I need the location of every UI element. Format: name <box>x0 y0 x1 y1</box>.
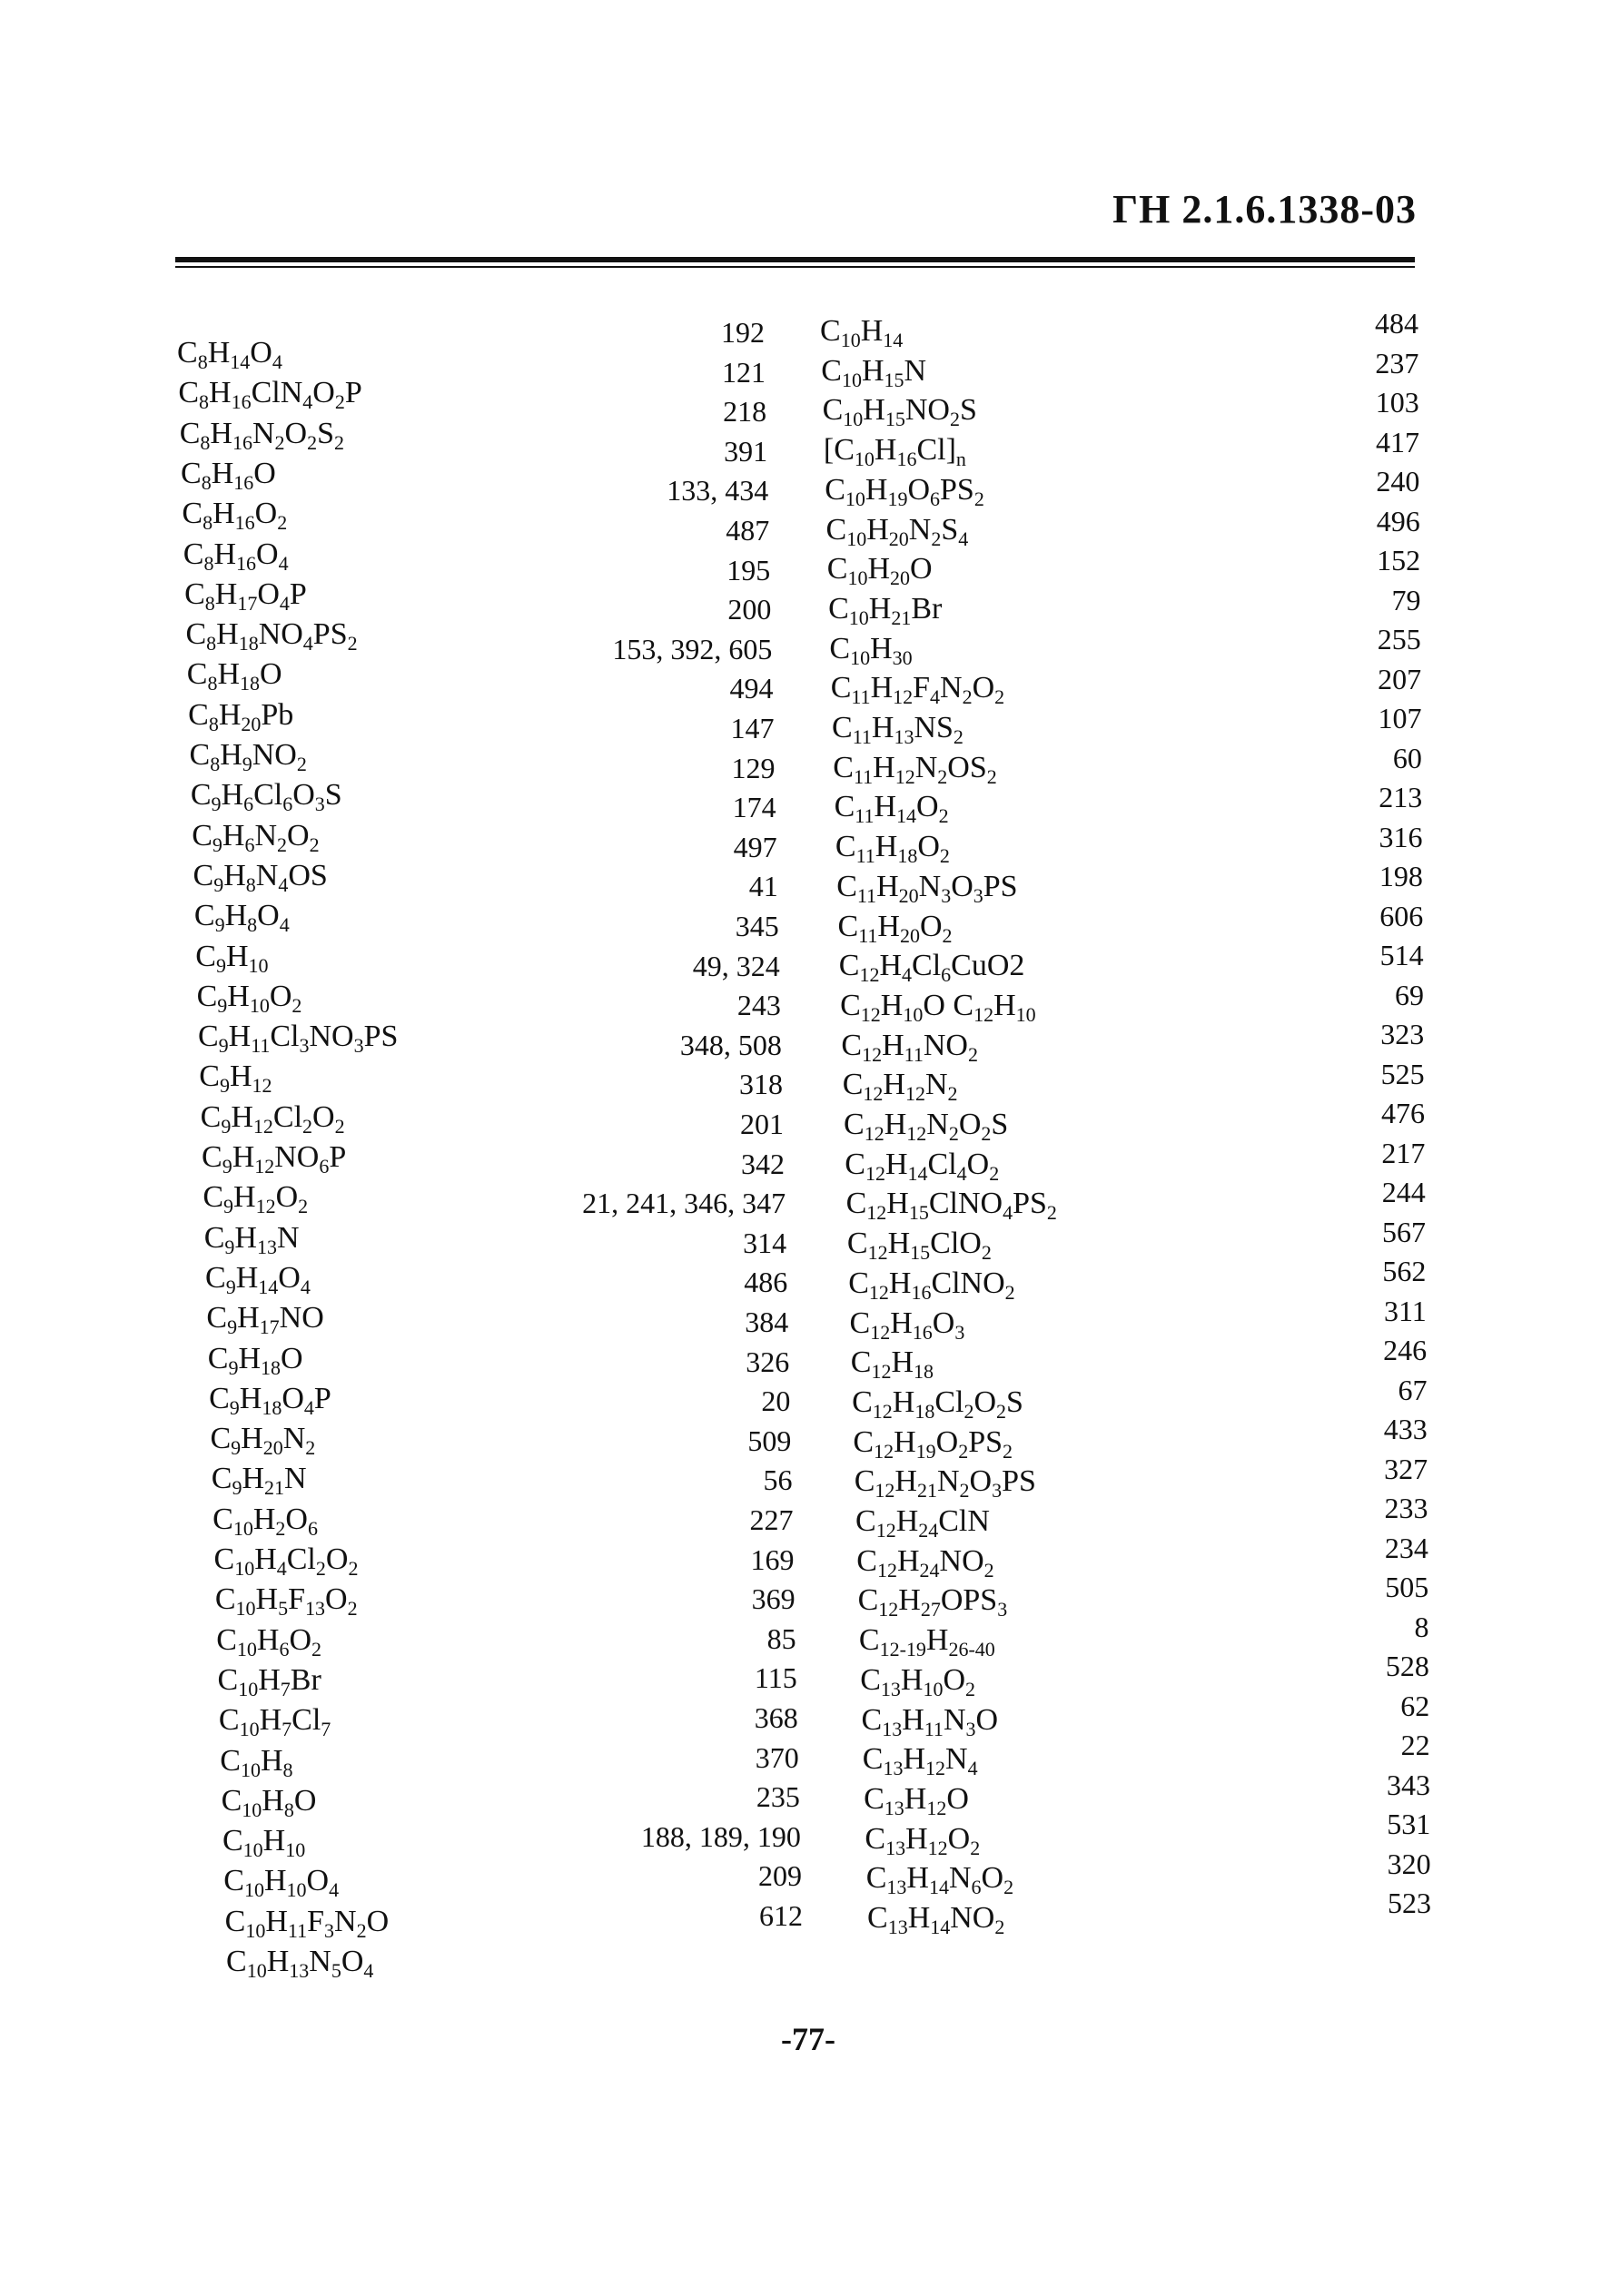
right-formula: $C_{12}H_{15}ClNO_4PS_2$ <box>845 1187 1057 1225</box>
left-page-refs: 218 <box>723 395 767 429</box>
left-formula: $C_{10}H_5F_{13}O_2$ <box>214 1582 358 1621</box>
right-formula: $C_{12}H_{16}O_3$ <box>849 1306 965 1344</box>
left-formula: $C_{10}H_{10}O_4$ <box>223 1864 340 1902</box>
right-formula: $C_{11}H_{12}N_2OS_2$ <box>833 750 997 788</box>
right-page-refs: 476 <box>1381 1097 1425 1129</box>
left-formula: $C_{10}H_{11}F_3N_2O$ <box>224 1904 390 1942</box>
left-formula: $C_{10}H_8O$ <box>221 1783 317 1821</box>
left-formula: $C_8H_9NO_2$ <box>189 738 307 775</box>
left-formula: $C_{10}H_{13}N_5O_4$ <box>226 1945 374 1982</box>
right-formula: $C_{13}H_{12}N_4$ <box>862 1742 978 1780</box>
right-page-refs: 60 <box>1392 741 1422 774</box>
left-page-refs: 20 <box>761 1384 791 1418</box>
right-formula: $C_{10}H_{15}N$ <box>821 353 927 391</box>
right-page-refs: 107 <box>1378 702 1422 734</box>
right-formula: $C_{12}H_4Cl_6CuO2$ <box>838 949 1025 987</box>
right-formula: $C_{12}H_{12}N_2$ <box>842 1068 958 1106</box>
right-page-refs: 417 <box>1376 425 1420 458</box>
left-page-refs: 188, 189, 190 <box>640 1819 801 1853</box>
page-number: -77- <box>781 2021 835 2057</box>
left-formula: $C_9H_{12}$ <box>199 1059 272 1098</box>
right-page-refs: 233 <box>1384 1492 1428 1524</box>
left-page-refs: 486 <box>744 1266 788 1299</box>
right-page-refs: 327 <box>1384 1452 1428 1485</box>
left-formula: $C_9H_6N_2O_2$ <box>192 818 320 856</box>
left-page-refs: 243 <box>736 989 781 1022</box>
left-page-refs: 174 <box>732 791 776 824</box>
left-formula: $C_8H_{16}N_2O_2S_2$ <box>179 416 344 454</box>
right-page-refs: 343 <box>1386 1768 1430 1801</box>
right-formula: $C_{13}H_{12}O$ <box>864 1781 969 1819</box>
left-formula: $C_9H_{12}O_2$ <box>203 1180 309 1218</box>
left-formula: $C_9H_{10}$ <box>195 939 269 977</box>
left-page-refs: 201 <box>740 1108 784 1140</box>
left-page-refs: 209 <box>757 1859 802 1893</box>
left-formula: $C_9H_{12}Cl_2O_2$ <box>200 1099 345 1138</box>
right-page-refs: 514 <box>1379 939 1424 971</box>
right-formula: $C_{13}H_{10}O_2$ <box>860 1662 975 1700</box>
right-formula: $C_{12}H_{15}ClO_2$ <box>846 1227 992 1265</box>
right-page-refs: 246 <box>1383 1334 1428 1366</box>
right-formula: $C_{11}H_{12}F_4N_2O_2$ <box>830 671 1005 709</box>
right-formula: $C_{11}H_{20}O_2$ <box>837 909 953 947</box>
right-formula: $C_{12-19}H_{26-40}$ <box>858 1623 995 1661</box>
right-page-refs: 311 <box>1383 1294 1427 1327</box>
left-formula: $C_{10}H_8$ <box>220 1743 293 1781</box>
right-page-refs: 79 <box>1391 583 1421 616</box>
right-page-refs: 103 <box>1375 386 1419 419</box>
right-formula: $C_{12}H_{12}N_2O_2S$ <box>844 1108 1009 1145</box>
header-rule-thick <box>175 257 1415 262</box>
left-page-refs: 235 <box>756 1780 800 1814</box>
left-page-refs: 509 <box>747 1424 792 1457</box>
right-page-refs: 562 <box>1382 1255 1427 1287</box>
right-page-refs: 255 <box>1377 623 1421 655</box>
left-page-refs: 348, 508 <box>679 1028 782 1061</box>
right-formula: $C_{11}H_{14}O_2$ <box>834 790 949 828</box>
left-formula: $C_9H_{14}O_4$ <box>205 1260 311 1298</box>
left-formula: $C_9H_{13}N$ <box>203 1220 300 1258</box>
right-page-refs: 320 <box>1387 1847 1431 1880</box>
right-formula: $C_{12}H_{21}N_2O_3PS$ <box>854 1464 1036 1503</box>
left-page-refs: 369 <box>751 1582 796 1616</box>
left-formula: $C_9H_{18}O$ <box>207 1341 303 1379</box>
right-page-refs: 62 <box>1400 1689 1430 1722</box>
right-formula: $C_{12}H_{24}ClN$ <box>855 1504 990 1542</box>
left-formula: $C_9H_{18}O_4P$ <box>209 1381 331 1419</box>
right-formula: $C_{11}H_{20}N_3O_3PS$ <box>836 869 1018 907</box>
right-formula: $[C_{10}H_{16}Cl]_n$ <box>823 433 966 471</box>
right-page-refs: 525 <box>1380 1057 1425 1090</box>
right-formula: $C_{12}H_{27}OPS_3$ <box>857 1583 1008 1621</box>
left-formula: $C_8H_{16}ClN_4O_2P$ <box>178 376 362 414</box>
left-formula: $C_8H_{18}NO_4PS_2$ <box>185 617 358 655</box>
left-page-refs: 497 <box>733 830 777 863</box>
right-formula: $C_{10}H_{30}$ <box>829 631 913 669</box>
document-code: ГН 2.1.6.1338-03 <box>1112 187 1417 232</box>
right-page-refs: 484 <box>1375 307 1418 340</box>
right-formula: $C_{13}H_{12}O_2$ <box>865 1821 981 1859</box>
left-formula: $C_9H_8O_4$ <box>193 899 290 937</box>
left-page-refs: 147 <box>730 712 775 744</box>
left-formula: $C_9H_{21}N$ <box>211 1462 307 1500</box>
left-page-refs: 326 <box>746 1345 790 1378</box>
right-formula: $C_{12}H_{18}$ <box>850 1345 934 1384</box>
left-page-refs: 169 <box>750 1542 795 1576</box>
right-formula: $C_{11}H_{18}O_2$ <box>835 830 950 868</box>
left-page-refs: 345 <box>735 910 779 942</box>
right-page-refs: 198 <box>1379 860 1423 892</box>
right-formula: $C_{10}H_{20}N_2S_4$ <box>825 512 969 550</box>
left-formula: $C_9H_{20}N_2$ <box>210 1422 316 1460</box>
right-page-refs: 433 <box>1383 1413 1428 1445</box>
right-page-refs: 316 <box>1379 820 1423 853</box>
left-page-refs: 314 <box>743 1226 787 1259</box>
right-page-refs: 505 <box>1385 1571 1429 1603</box>
right-page-refs: 323 <box>1380 1018 1425 1050</box>
left-page-refs: 121 <box>722 355 766 389</box>
left-page-refs: 153, 392, 605 <box>612 632 773 665</box>
right-page-refs: 606 <box>1379 899 1424 932</box>
left-page-refs: 487 <box>726 514 770 547</box>
right-formula: $C_{10}H_{20}O$ <box>826 552 933 590</box>
left-page-refs: 133, 434 <box>667 474 769 507</box>
left-page-refs: 41 <box>748 870 778 903</box>
right-formula: $C_{12}H_{10}O$ $C_{12}H_{10}$ <box>840 988 1036 1026</box>
left-page-refs: 85 <box>766 1621 796 1655</box>
right-formula: $C_{12}H_{11}NO_2$ <box>841 1028 978 1066</box>
left-page-refs: 192 <box>721 316 765 349</box>
left-page-refs: 115 <box>754 1661 797 1695</box>
right-page-refs: 240 <box>1376 465 1420 498</box>
right-page-refs: 234 <box>1384 1531 1428 1564</box>
right-page-refs: 213 <box>1379 781 1423 813</box>
left-page-refs: 195 <box>726 553 771 586</box>
left-formula: $C_8H_{18}O$ <box>186 657 282 695</box>
left-formula: $C_8H_{14}O_4$ <box>177 336 282 373</box>
right-formula: $C_{10}H_{19}O_6PS_2$ <box>825 472 984 510</box>
right-formula: $C_{13}H_{11}N_3O$ <box>861 1702 999 1740</box>
left-formula: $C_9H_6Cl_6O_3S$ <box>190 778 342 816</box>
left-formula: $C_{10}H_2O_6$ <box>212 1502 318 1540</box>
right-page-refs: 207 <box>1378 662 1422 695</box>
right-formula: $C_{12}H_{14}Cl_4O_2$ <box>845 1147 1000 1185</box>
right-formula: $C_{13}H_{14}NO_2$ <box>867 1901 1005 1938</box>
right-formula: $C_{12}H_{18}Cl_2O_2S$ <box>852 1384 1023 1423</box>
left-formula: $C_8H_{20}Pb$ <box>188 697 294 735</box>
left-formula: $C_9H_{10}O_2$ <box>196 979 302 1017</box>
right-page-refs: 523 <box>1388 1887 1431 1919</box>
left-formula: $C_9H_{11}Cl_3NO_3PS$ <box>197 1020 399 1058</box>
right-page-refs: 528 <box>1385 1650 1429 1682</box>
right-formula: $C_{12}H_{16}ClNO_2$ <box>848 1266 1015 1304</box>
left-page-refs: 318 <box>738 1068 783 1101</box>
left-page-refs: 129 <box>731 751 776 784</box>
left-formula: $C_{10}H_7Br$ <box>217 1662 321 1700</box>
right-page-refs: 67 <box>1398 1373 1428 1406</box>
right-formula: $C_{10}H_{21}Br$ <box>828 591 943 629</box>
right-page-refs: 496 <box>1376 504 1420 537</box>
right-page-refs: 217 <box>1381 1136 1426 1169</box>
left-page-refs: 370 <box>755 1740 799 1774</box>
right-formula: $C_{13}H_{14}N_6O_2$ <box>865 1861 1014 1899</box>
left-page-refs: 391 <box>724 434 768 468</box>
left-formula: $C_{10}H_6O_2$ <box>216 1622 321 1660</box>
right-page-refs: 69 <box>1394 978 1424 1011</box>
right-page-refs: 237 <box>1375 346 1419 379</box>
left-page-refs: 612 <box>759 1899 803 1932</box>
left-page-refs: 368 <box>754 1701 798 1734</box>
left-formula: $C_{10}H_{10}$ <box>222 1824 306 1862</box>
right-page-refs: 152 <box>1377 544 1421 576</box>
right-page-refs: 567 <box>1382 1215 1427 1248</box>
right-page-refs: 244 <box>1381 1176 1426 1208</box>
left-formula: $C_{10}H_4Cl_2O_2$ <box>213 1542 359 1580</box>
left-formula: $C_8H_{16}O$ <box>181 456 276 494</box>
left-page-refs: 342 <box>741 1147 786 1180</box>
left-formula: $C_9H_{17}NO$ <box>206 1301 324 1339</box>
right-formula: $C_{12}H_{19}O_2PS_2$ <box>853 1424 1013 1463</box>
right-page-refs: 8 <box>1414 1610 1429 1643</box>
left-formula: $C_8H_{17}O_4P$ <box>184 576 307 615</box>
left-page-refs: 56 <box>763 1463 793 1497</box>
right-formula: $C_{12}H_{24}NO_2$ <box>856 1543 994 1582</box>
left-formula: $C_8H_{16}O_2$ <box>182 497 288 535</box>
right-page-refs: 531 <box>1387 1808 1431 1840</box>
left-formula: $C_{10}H_7Cl_7$ <box>218 1703 331 1741</box>
left-page-refs: 227 <box>749 1503 794 1536</box>
header-rule-thin <box>175 266 1415 268</box>
left-formula: $C_8H_{16}O_4$ <box>183 537 289 575</box>
left-page-refs: 384 <box>745 1306 789 1338</box>
left-formula: $C_9H_8N_4OS$ <box>193 858 328 896</box>
right-formula: $C_{10}H_{15}NO_2S$ <box>822 393 977 431</box>
left-formula: $C_9H_{12}NO_6P$ <box>202 1140 347 1178</box>
left-page-refs: 21, 241, 346, 347 <box>582 1187 786 1220</box>
right-page-refs: 22 <box>1400 1729 1430 1761</box>
right-formula: $C_{11}H_{13}NS_2$ <box>832 711 964 748</box>
left-page-refs: 49, 324 <box>692 949 780 982</box>
left-page-refs: 494 <box>729 672 774 705</box>
left-page-refs: 200 <box>727 593 772 626</box>
right-formula: $C_{10}H_{14}$ <box>820 314 904 351</box>
